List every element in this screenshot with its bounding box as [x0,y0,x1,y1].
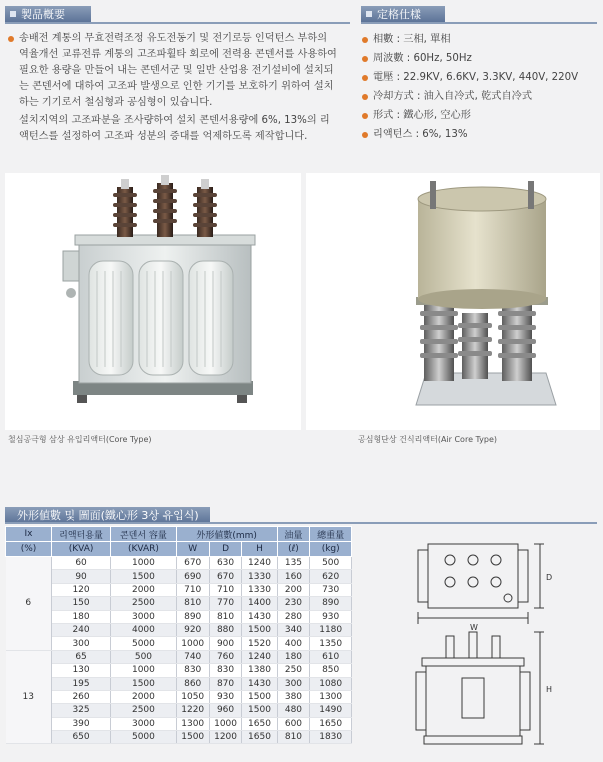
table-cell: 1330 [242,583,277,596]
specs-list [361,30,601,144]
table-row [6,717,352,730]
table-cell: 60 [51,557,110,570]
dimensions-table [5,526,352,744]
table-cell: 1240 [242,557,277,570]
air-core-reactor-photo [306,173,600,430]
table-cell: 390 [51,717,110,730]
overview-header-bar [5,22,350,24]
table-cell: 1000 [176,637,209,650]
table-cell: 3000 [111,610,177,623]
table-cell: 5000 [111,637,177,650]
table-row [6,731,352,744]
spec-item: 周波數 : 60Hz, 50Hz [361,49,601,68]
table-cell: 930 [209,690,242,703]
table-cell: 1050 [176,690,209,703]
table-cell: 1380 [242,664,277,677]
table-cell: 90 [51,570,110,583]
table-cell: 960 [209,704,242,717]
table-row [6,583,352,596]
table-cell: 2000 [111,690,177,703]
table-cell: 1080 [310,677,352,690]
table-cell: 860 [176,677,209,690]
header-d: D [209,542,242,557]
table-title-bar [5,522,597,524]
table-row [6,610,352,623]
header-reactor: 리액터용量 [51,527,110,542]
table-cell: 600 [277,717,310,730]
table-row [6,704,352,717]
table-cell: 2000 [111,583,177,596]
table-cell: 890 [310,597,352,610]
spec-item: 形式 : 鐵心形, 空心形 [361,106,601,125]
header-weight-unit: (kg) [310,542,352,557]
table-row [6,677,352,690]
table-row [6,570,352,583]
table-cell: 610 [310,650,352,663]
overview-paragraph-2: 설치지역의 고조파분을 조사량하여 설치 콘덴서용량에 6%, 13%의 리액턴스를 설정하여 고조파 성분의 증대를 억제하도록 제작합니다. [19,115,330,142]
table-cell: 130 [51,664,110,677]
specs-header: 定格仕樣 [361,6,445,23]
table-cell: 670 [209,570,242,583]
table-row [6,557,352,570]
table-cell: 300 [51,637,110,650]
table-cell: 250 [277,664,310,677]
table-cell: 900 [209,637,242,650]
table-cell: 760 [209,650,242,663]
table-cell: 620 [310,570,352,583]
table-cell: 1500 [242,690,277,703]
table-cell: 260 [51,690,110,703]
table-cell: 1350 [310,637,352,650]
outline-drawing [358,526,598,758]
table-cell: 670 [176,557,209,570]
table-cell: 1220 [176,704,209,717]
table-cell: 4000 [111,623,177,636]
table-cell: 150 [51,597,110,610]
table-cell: 810 [209,610,242,623]
table-cell: 2500 [111,597,177,610]
table-cell: 500 [310,557,352,570]
overview-paragraph-1: 송배전 계통의 무효전력조정 유도전동기 및 전기로등 인덕턴스 부하의 역율개선 교류전류 계통의 고조파휠타 회로에 전력용 콘덴서를 사용하여 필요한 용량을 만들어 내는 콘덴서군 및 일반 산업용 전기설비에 설치되는 콘덴서에 대하여 고조파 발생으로 인한 기기를 보호하기 위하여 설치하는 기기로서 철심형과 공심형이 있습니다. [7,31,337,111]
table-cell: 1430 [242,610,277,623]
header-condenser-unit: (KVAR) [111,542,177,557]
drawing-label-w: W [470,623,478,632]
table-cell: 180 [277,650,310,663]
table-cell: 1000 [209,717,242,730]
drawing-label-h: H [546,685,553,694]
table-cell: 630 [209,557,242,570]
spec-item: 相數 : 三相, 單相 [361,30,601,49]
table-cell: 1200 [209,731,242,744]
table-cell: 200 [277,583,310,596]
header-condenser: 콘덴서 容量 [111,527,177,542]
table-cell: 3000 [111,717,177,730]
header-h: H [242,542,277,557]
table-cell: 1000 [111,664,177,677]
core-type-reactor-photo [5,173,301,430]
table-cell: 1400 [242,597,277,610]
table-cell: 1330 [242,570,277,583]
table-cell: 830 [209,664,242,677]
table-cell: 710 [209,583,242,596]
table-cell: 1490 [310,704,352,717]
table-row [6,650,352,663]
table-cell: 1300 [310,690,352,703]
ix-cell: 6 [6,557,52,651]
header-ix: Ix [6,527,52,542]
table-cell: 1000 [111,557,177,570]
overview-header: 製品槪要 [5,6,91,23]
table-cell: 135 [277,557,310,570]
table-cell: 650 [51,731,110,744]
table-cell: 300 [277,677,310,690]
table-row [6,690,352,703]
table-cell: 1650 [310,717,352,730]
table-cell: 830 [176,664,209,677]
header-w: W [176,542,209,557]
table-cell: 1500 [242,623,277,636]
drawing-label-d: D [546,573,553,582]
table-cell: 380 [277,690,310,703]
table-cell: 5000 [111,731,177,744]
outline-drawing-svg [358,526,598,758]
table-cell: 325 [51,704,110,717]
table-cell: 1830 [310,731,352,744]
table-row [6,597,352,610]
spec-item: 電壓 : 22.9KV, 6.6KV, 3.3KV, 440V, 220V [361,68,601,87]
table-cell: 1500 [111,677,177,690]
spec-item: 冷却方式 : 油入自冷式, 乾式自冷式 [361,87,601,106]
table-cell: 1180 [310,623,352,636]
table-cell: 770 [209,597,242,610]
table-row [6,623,352,636]
table-cell: 890 [176,610,209,623]
table-cell: 1240 [242,650,277,663]
table-row [6,664,352,677]
header-dims: 外形値數(mm) [176,527,277,542]
header-weight: 總重量 [310,527,352,542]
table-cell: 1300 [176,717,209,730]
table-cell: 280 [277,610,310,623]
table-cell: 810 [277,731,310,744]
table-cell: 1650 [242,717,277,730]
table-cell: 870 [209,677,242,690]
table-cell: 920 [176,623,209,636]
spec-item: 리액턴스 : 6%, 13% [361,125,601,144]
table-cell: 180 [51,610,110,623]
table-cell: 1520 [242,637,277,650]
header-oil: 油量 [277,527,310,542]
table-cell: 850 [310,664,352,677]
table-cell: 230 [277,597,310,610]
table-cell: 480 [277,704,310,717]
table-cell: 1430 [242,677,277,690]
table-cell: 710 [176,583,209,596]
table-cell: 2500 [111,704,177,717]
table-cell: 730 [310,583,352,596]
air-core-caption: 공심형단상 건식리액터(Air Core Type) [358,435,498,444]
air-core-reactor-illustration [306,173,600,430]
table-cell: 880 [209,623,242,636]
table-cell: 160 [277,570,310,583]
table-cell: 1500 [242,704,277,717]
table-cell: 400 [277,637,310,650]
core-type-caption: 철심공극형 삼상 유입리액터(Core Type) [8,435,152,444]
core-type-reactor-illustration [5,173,301,430]
table-cell: 1500 [176,731,209,744]
table-cell: 195 [51,677,110,690]
table-cell: 740 [176,650,209,663]
table-cell: 120 [51,583,110,596]
table-title: 外形値數 및 圖面(鐵心形 3상 유입식) [5,507,210,524]
table-cell: 690 [176,570,209,583]
table-cell: 240 [51,623,110,636]
table-cell: 1650 [242,731,277,744]
table-row [6,637,352,650]
table-cell: 810 [176,597,209,610]
header-oil-unit: (ℓ) [277,542,310,557]
header-ix-unit: (%) [6,542,52,557]
table-cell: 1500 [111,570,177,583]
table-cell: 930 [310,610,352,623]
table-cell: 500 [111,650,177,663]
overview-text [7,31,337,147]
table-cell: 65 [51,650,110,663]
header-reactor-unit: (KVA) [51,542,110,557]
table-cell: 340 [277,623,310,636]
ix-cell: 13 [6,650,52,744]
specs-header-bar [361,22,597,24]
